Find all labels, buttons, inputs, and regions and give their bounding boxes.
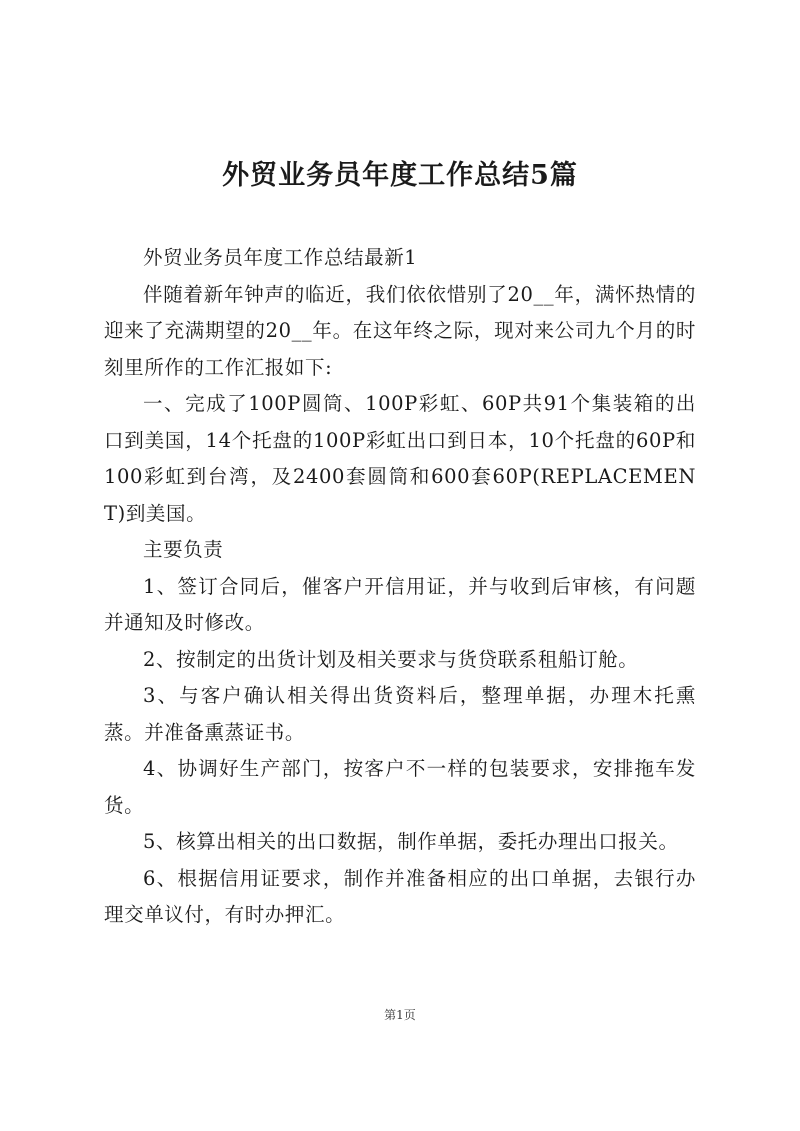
document-title: 外贸业务员年度工作总结5篇	[222, 160, 578, 191]
list-item-duty-1: 1、签订合同后，催客户开信用证，并与收到后审核，有问题并通知及时修改。	[104, 574, 696, 634]
list-item-duty-2: 2、按制定的出货计划及相关要求与货贷联系租船订舱。	[143, 647, 639, 671]
document-body	[104, 240, 696, 934]
paragraph-main-duties: 主要负责	[143, 538, 224, 561]
paragraph-achievements: 一、完成了100P圆筒、100P彩虹、60P共91个集装箱的出口到美国，14个托盘的100P彩虹出口到日本，10个托盘的60P和100彩虹到台湾，及2400套圆筒和600套60P(REPLACEMENT)到美国。	[104, 392, 696, 525]
paragraph-intro: 伴随着新年钟声的临近，我们依依惜别了20__年，满怀热情的迎来了充满期望的20__年。在这年终之际，现对来公司九个月的时刻里所作的工作汇报如下:	[104, 282, 696, 379]
list-item-duty-5: 5、核算出相关的出口数据，制作单据，委托办理出口报关。	[143, 830, 679, 853]
list-item-duty-4: 4、协调好生产部门，按客户不一样的包装要求，安排拖车发货。	[104, 757, 696, 817]
page-number: 第1页	[384, 1008, 416, 1022]
list-item-duty-3: 3、与客户确认相关得出货资料后，整理单据，办理木托熏蒸。并准备熏蒸证书。	[104, 684, 696, 744]
list-item-duty-6: 6、根据信用证要求，制作并准备相应的出口单据，去银行办理交单议付，有时办押汇。	[104, 866, 696, 926]
section-heading: 外贸业务员年度工作总结最新1	[143, 246, 418, 269]
